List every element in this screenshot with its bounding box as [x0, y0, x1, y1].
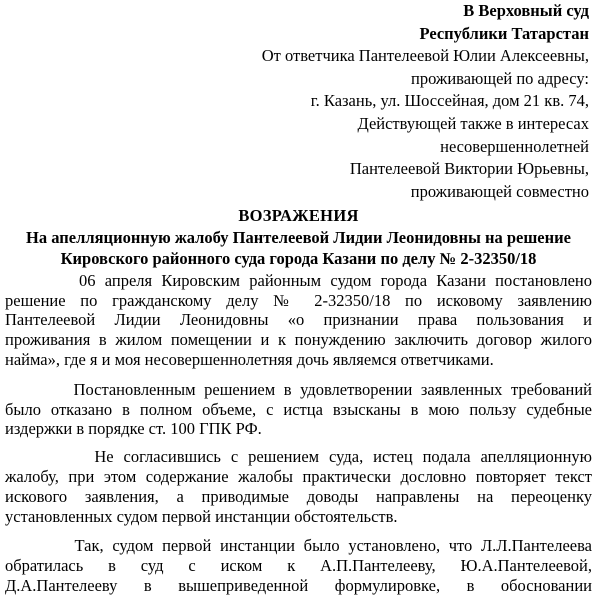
cohabiting-line: проживающей совместно — [410, 181, 589, 201]
body-paragraph-3 — [5, 447, 592, 526]
paragraph-line: проживания в жилом помещении и к понуждению заключить договор жилого — [5, 330, 592, 350]
acting-line: Действующей также в интересах — [357, 113, 589, 133]
paragraph-line: издержки в порядке ст. 100 ГПК РФ. — [5, 419, 262, 439]
document-title-block — [5, 205, 592, 270]
paragraph-line: Постановленным решением в удовлетворении заявленных требований — [5, 379, 592, 399]
paragraph-line: установленных судом первой инстанции обстоятельств. — [5, 506, 398, 526]
address-line: г. Казань, ул. Шоссейная, дом 21 кв. 74, — [310, 91, 589, 111]
paragraph-line: искового заявления, а приводимые доводы направлены на переоценку — [5, 486, 592, 506]
minor-name-line: Пантелеевой Виктории Юрьевны, — [349, 159, 589, 179]
court-name-line2: Республики Татарстан — [419, 23, 589, 43]
paragraph-line: Пантелеевой Лидии Леонидовны «о признании права пользования и — [5, 310, 592, 330]
body-paragraph-2 — [5, 380, 592, 439]
minor-line: несовершеннолетней — [440, 136, 589, 156]
paragraph-line: Не согласившись с решением суда, истец подала апелляционную — [5, 447, 592, 467]
paragraph-line: найма», где я и моя несовершеннолетняя дочь являемся ответчиками. — [5, 350, 494, 370]
body-paragraph-1 — [5, 271, 592, 370]
document-subtitle-line2: Кировского районного суда города Казани по делу № 2-32350/18 — [60, 249, 537, 269]
paragraph-line: решение по гражданскому делу № 2-32350/18 по исковому заявлению — [5, 290, 592, 310]
paragraph-line: было отказано в полном объеме, с истца взысканы в мою пользу судебные — [5, 399, 592, 419]
paragraph-line: 06 апреля Кировским районным судом города Казани постановлено — [5, 270, 592, 290]
court-name-line1: В Верховный суд — [463, 1, 589, 20]
paragraph-line: обратилась в суд с иском к А.П.Пантелееву, Ю.А.Пантелеевой, — [5, 556, 592, 576]
paragraph-line: Д.А.Пантелееву в вышеприведенной формулировке, в обосновании — [5, 576, 592, 595]
document-title: ВОЗРАЖЕНИЯ — [238, 206, 359, 226]
sender-line: От ответчика Пантелеевой Юлии Алексеевны, — [261, 46, 589, 66]
addressee-block — [5, 0, 592, 203]
paragraph-line: жалобу, при этом содержание жалобы практически дословно повторяет текст — [5, 467, 592, 487]
document-page — [5, 0, 592, 596]
document-subtitle-line1: На апелляционную жалобу Пантелеевой Лидии Леонидовны на решение — [26, 227, 571, 247]
residing-line: проживающей по адресу: — [411, 68, 589, 88]
body-paragraph-4 — [5, 536, 592, 595]
paragraph-line: Так, судом первой инстанции было установлено, что Л.Л.Пантелеева — [5, 536, 592, 556]
